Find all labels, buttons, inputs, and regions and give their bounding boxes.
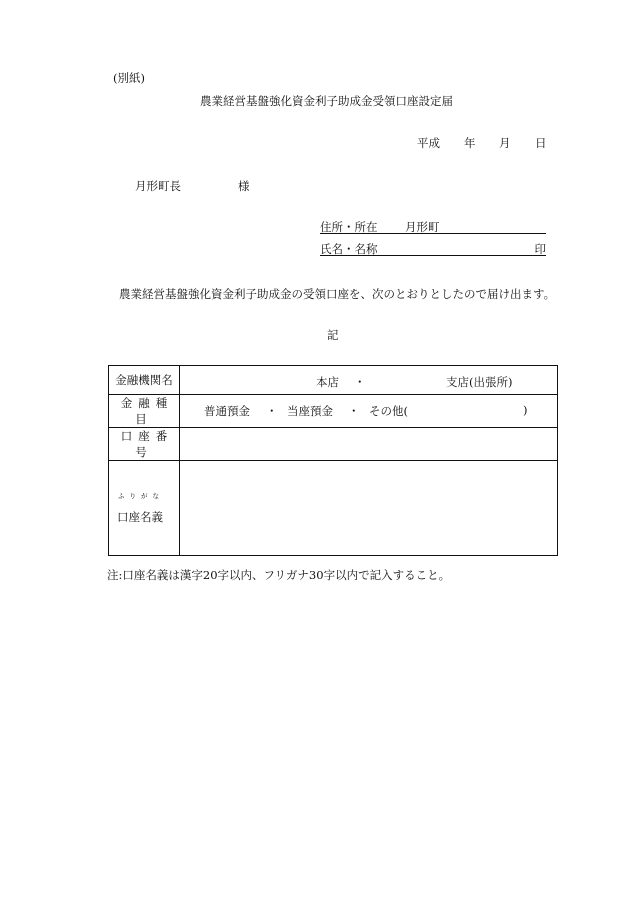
address-label: 住所・所在 (320, 220, 378, 234)
bank-field[interactable] (180, 366, 558, 395)
name-line[interactable] (320, 241, 546, 256)
account-number-field[interactable] (180, 428, 558, 461)
type-row (109, 395, 558, 428)
account-table (108, 365, 558, 556)
bank-dot: ・ (354, 375, 366, 389)
address-value: 月形町 (405, 220, 440, 234)
type-current[interactable]: 当座預金 (287, 404, 333, 418)
date-month: 月 (499, 136, 511, 150)
bank-row (109, 366, 558, 395)
date-year: 年 (464, 136, 476, 150)
attachment-note: (別紙) (113, 71, 145, 85)
type-dot-1: ・ (266, 404, 278, 418)
account-number-row (109, 428, 558, 461)
holder-label: 口座名義 (117, 510, 163, 524)
holder-label-cell (109, 461, 180, 556)
date-era: 平成 (417, 136, 440, 150)
type-other[interactable]: その他( (369, 404, 408, 418)
bank-head-office: 本店 (316, 375, 339, 389)
seal-mark: 印 (534, 242, 546, 256)
type-ordinary[interactable]: 普通預金 (204, 404, 250, 418)
type-dot-2: ・ (348, 404, 360, 418)
form-title: 農業経営基盤強化資金利子助成金受領口座設定届 (200, 94, 453, 108)
addressee-name: 月形町長 (135, 179, 181, 193)
holder-furigana: ふりがな (118, 492, 164, 500)
date-day: 日 (535, 136, 547, 150)
ki-heading: 記 (327, 328, 339, 342)
account-number-label: 口座番号 (109, 428, 180, 461)
addressee-honorific: 様 (238, 179, 250, 193)
type-close-paren: ) (523, 403, 528, 417)
holder-field[interactable] (180, 461, 558, 556)
bank-branch: 支店(出張所) (446, 375, 513, 389)
footnote: 注:口座名義は漢字20字以内、フリガナ30字以内で記入すること。 (107, 568, 451, 582)
type-label: 金融種目 (109, 395, 180, 428)
name-label: 氏名・名称 (320, 242, 378, 256)
body-text: 農業経営基盤強化資金利子助成金の受領口座を、次のとおりとしたので届け出ます。 (119, 287, 556, 301)
bank-label: 金融機関名 (109, 366, 180, 395)
holder-row (109, 461, 558, 556)
address-line[interactable] (320, 219, 546, 234)
type-field[interactable] (180, 395, 558, 428)
